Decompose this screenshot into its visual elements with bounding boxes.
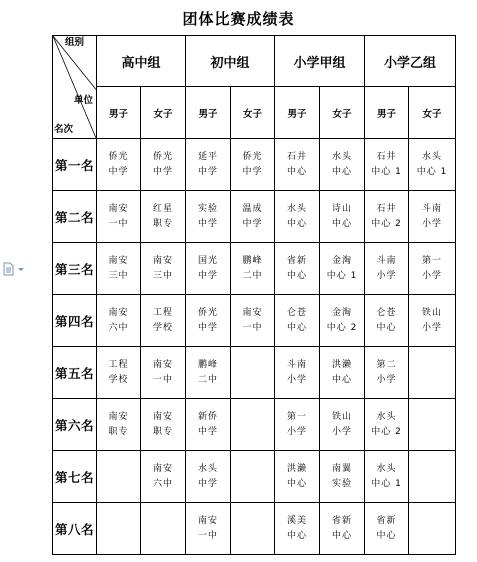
gender-header: 女子: [231, 87, 275, 139]
school-cell: 水头 中学: [186, 451, 231, 503]
rank-label: 第四名: [53, 295, 97, 347]
school-cell: [231, 451, 275, 503]
school-cell: 水头 中心 2: [365, 399, 409, 451]
corner-header-cell: [53, 36, 97, 139]
table-row: [53, 347, 456, 399]
rank-label: 第八名: [53, 503, 97, 555]
school-cell: 石井 中心 1: [365, 139, 409, 191]
school-cell: 斗南 小学: [409, 191, 456, 243]
school-cell: 侨光 中学: [141, 139, 186, 191]
gender-header: 男子: [275, 87, 320, 139]
school-cell: 省新 中心: [320, 503, 365, 555]
school-cell: 铁山 小学: [409, 295, 456, 347]
score-table: [52, 35, 456, 555]
school-cell: 南安 职专: [141, 399, 186, 451]
school-cell: 南安 一中: [141, 347, 186, 399]
school-cell: 斗南 小学: [275, 347, 320, 399]
school-cell: 水头 中心 1: [365, 451, 409, 503]
gender-header: 女子: [409, 87, 456, 139]
school-cell: [231, 503, 275, 555]
school-cell: [97, 451, 141, 503]
school-cell: 洪濑 中心: [320, 347, 365, 399]
group-axis-label: 组别: [65, 37, 85, 48]
gender-header: 女子: [141, 87, 186, 139]
school-cell: [409, 503, 456, 555]
school-cell: 洪濑 中心: [275, 451, 320, 503]
school-cell: 仑苍 中心: [275, 295, 320, 347]
school-cell: 侨光 中学: [186, 295, 231, 347]
unit-axis-label: 单位: [74, 95, 94, 106]
table-row: [53, 399, 456, 451]
school-cell: 水头 中心 1: [409, 139, 456, 191]
school-cell: 鹏峰 二中: [186, 347, 231, 399]
school-cell: 铁山 小学: [320, 399, 365, 451]
document-dropdown-icon[interactable]: [3, 262, 25, 276]
school-cell: 新侨 中学: [186, 399, 231, 451]
school-cell: 石井 中心: [275, 139, 320, 191]
table-row: [53, 451, 456, 503]
school-cell: 温成 中学: [231, 191, 275, 243]
school-cell: 延平 中学: [186, 139, 231, 191]
rank-label: 第二名: [53, 191, 97, 243]
school-cell: [409, 399, 456, 451]
corner-diagonal-lines: [53, 36, 96, 138]
school-cell: 溪美 中心: [275, 503, 320, 555]
rank-label: 第三名: [53, 243, 97, 295]
school-cell: 南翼 实验: [320, 451, 365, 503]
school-cell: 鹏峰 二中: [231, 243, 275, 295]
rank-label: 第六名: [53, 399, 97, 451]
school-cell: 南安 六中: [97, 295, 141, 347]
school-cell: 石井 中心 2: [365, 191, 409, 243]
table-row: [53, 191, 456, 243]
school-cell: [231, 347, 275, 399]
school-cell: 工程 学校: [141, 295, 186, 347]
table-row: [53, 243, 456, 295]
school-cell: 国光 中学: [186, 243, 231, 295]
school-cell: 省新 中心: [365, 503, 409, 555]
school-cell: 斗南 小学: [365, 243, 409, 295]
gender-header: 男子: [97, 87, 141, 139]
gender-header: 男子: [365, 87, 409, 139]
group-header-primary-b: 小学乙组: [365, 36, 456, 87]
school-cell: 南安 一中: [186, 503, 231, 555]
school-cell: [409, 347, 456, 399]
school-cell: 南安 六中: [141, 451, 186, 503]
table-row: [53, 295, 456, 347]
school-cell: 南安 三中: [97, 243, 141, 295]
table-row: [53, 139, 456, 191]
gender-header: 男子: [186, 87, 231, 139]
school-cell: 红星 职专: [141, 191, 186, 243]
rank-label: 第五名: [53, 347, 97, 399]
school-cell: 第一 小学: [275, 399, 320, 451]
rank-label: 第七名: [53, 451, 97, 503]
school-cell: 侨光 中学: [231, 139, 275, 191]
school-cell: 实验 中学: [186, 191, 231, 243]
gender-header-row: [53, 87, 456, 139]
group-header-row: [53, 36, 456, 87]
rank-axis-label: 名次: [54, 124, 74, 135]
school-cell: 第一 小学: [409, 243, 456, 295]
rank-label: 第一名: [53, 139, 97, 191]
school-cell: 南安 三中: [141, 243, 186, 295]
school-cell: 南安 一中: [231, 295, 275, 347]
school-cell: 南安 一中: [97, 191, 141, 243]
school-cell: 金淘 中心 2: [320, 295, 365, 347]
school-cell: [231, 399, 275, 451]
school-cell: 诗山 中心: [320, 191, 365, 243]
school-cell: 水头 中心: [320, 139, 365, 191]
school-cell: 南安 职专: [97, 399, 141, 451]
school-cell: 侨光 中学: [97, 139, 141, 191]
school-cell: [97, 503, 141, 555]
school-cell: 第二 小学: [365, 347, 409, 399]
school-cell: [141, 503, 186, 555]
gender-header: 女子: [320, 87, 365, 139]
page-title: 团体比赛成绩表: [182, 10, 295, 28]
school-cell: 水头 中心: [275, 191, 320, 243]
group-header-middle: 初中组: [186, 36, 275, 87]
group-header-primary-a: 小学甲组: [275, 36, 365, 87]
school-cell: [409, 451, 456, 503]
school-cell: 省新 中心: [275, 243, 320, 295]
school-cell: 金淘 中心 1: [320, 243, 365, 295]
school-cell: 工程 学校: [97, 347, 141, 399]
table-row: [53, 503, 456, 555]
school-cell: 仑苍 中心: [365, 295, 409, 347]
group-header-high: 高中组: [97, 36, 186, 87]
